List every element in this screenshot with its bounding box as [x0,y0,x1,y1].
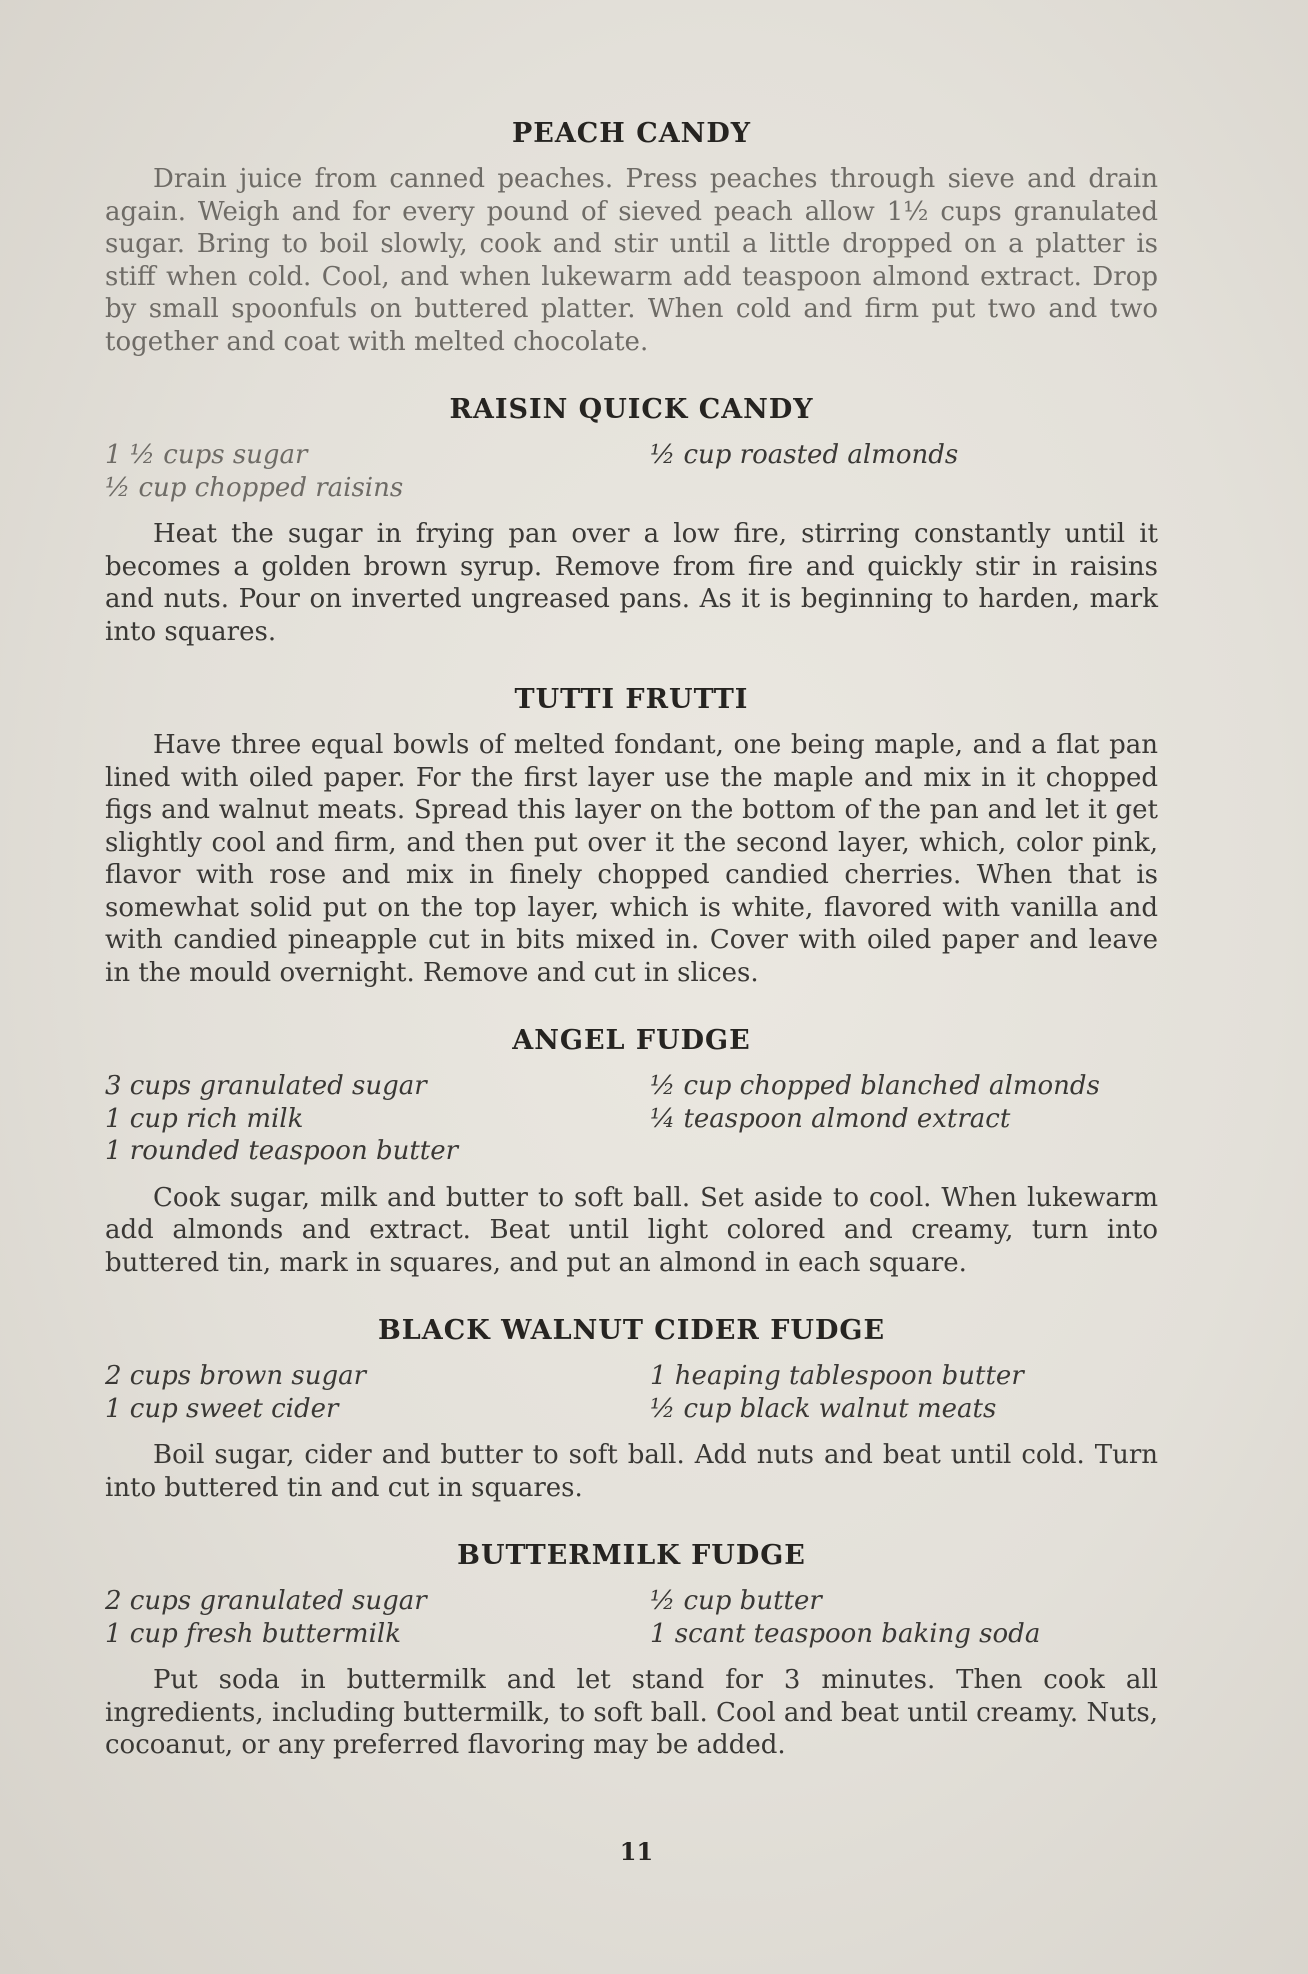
recipe-title: RAISIN QUICK CANDY [449,394,814,425]
page-content [105,118,1158,1762]
ingredient-column-left [105,439,650,504]
recipe-title: PEACH CANDY [511,118,752,149]
ingredient: ½ cup chopped blanched almonds [650,1071,1100,1101]
recipe-black-walnut-cider-fudge [105,1315,1158,1504]
recipe-peach-candy [105,118,1158,358]
ingredient: ½ cup butter [650,1586,822,1616]
ingredient-list [105,439,1158,504]
recipe-title: BLACK WALNUT CIDER FUDGE [377,1315,886,1346]
ingredient: 1 cup sweet cider [105,1393,339,1424]
section-gap [105,358,1158,394]
recipe-instructions: Put soda in buttermilk and let stand for 3 minutes. Then cook all ingredients, including buttermilk, to soft ball. Cool and beat until creamy. Nuts, cocoanut, or any preferred flavoring may be added. [105,1665,1158,1760]
ingredient: 1 heaping tablespoon butter [650,1361,1024,1391]
section-gap [105,989,1158,1025]
ingredient-column-left [105,1585,650,1650]
recipe-raisin-quick-candy [105,394,1158,648]
recipe-title: TUTTI FRUTTI [514,684,749,715]
recipe-instructions: Cook sugar, milk and butter to soft ball. Set aside to cool. When lukewarm add almonds and extract. Beat until light colored and creamy, turn into buttered tin, mark in squares, and put an almond in each square. [105,1182,1158,1278]
recipe-instructions: Boil sugar, cider and butter to soft ball. Add nuts and beat until cold. Turn into buttered tin and cut in squares. [105,1440,1158,1503]
recipe-tutti-frutti [105,684,1158,989]
ingredient: 1 cup rich milk [105,1103,304,1134]
ingredient: ½ cup black walnut meats [650,1393,997,1424]
page-number: 11 [619,1837,654,1866]
ingredient: 1 cup fresh buttermilk [105,1618,401,1649]
section-gap [105,648,1158,684]
recipe-title: BUTTERMILK FUDGE [457,1540,806,1571]
ingredient-column-right [650,1585,1158,1650]
ingredient: ½ cup chopped raisins [105,472,404,503]
ingredient-list [105,1070,1158,1168]
ingredient-column-left [105,1070,650,1168]
ingredient-list [105,1360,1158,1425]
ingredient-column-left [105,1360,650,1425]
ingredient-column-right [650,439,1158,504]
section-gap [105,1279,1158,1315]
recipe-instructions: Have three equal bowls of melted fondant, one being maple, and a flat pan lined with oiled paper. For the first layer use the maple and mix in it chopped figs and walnut meats. Spread this layer on the bottom of the pan and let it get slightly cool and firm, and then put over it the second layer, which, color pink, flavor with rose and mix in finely chopped candied cherries. When that is somewhat solid put on the top layer, which is white, flavored with vanilla and with candied pineapple cut in bits mixed in. Cover with oiled paper and leave in the mould overnight. Remove and cut in slices. [105,730,1158,988]
recipe-angel-fudge [105,1025,1158,1279]
recipe-instructions: Heat the sugar in frying pan over a low fire, stirring constantly until it becomes a golden brown syrup. Remove from fire and quickly stir in raisins and nuts. Pour on inverted ungreased pans. As it is beginning to harden, mark into squares. [105,519,1158,647]
ingredient-column-right [650,1360,1158,1425]
ingredient: 3 cups granulated sugar [105,1071,427,1101]
ingredient-column-right [650,1070,1158,1168]
ingredient: 1 scant teaspoon baking soda [650,1618,1041,1649]
ingredient: ¼ teaspoon almond extract [650,1103,1011,1134]
section-gap [105,1504,1158,1540]
ingredient: 1 ½ cups sugar [105,440,308,470]
ingredient: 2 cups brown sugar [105,1361,367,1391]
recipe-title: ANGEL FUDGE [512,1025,751,1056]
ingredient-list [105,1585,1158,1650]
ingredient: ½ cup roasted almonds [650,440,959,470]
recipe-instructions: Drain juice from canned peaches. Press peaches through sieve and drain again. Weigh and for every pound of sieved peach allow 1½ cups granulated sugar. Bring to boil slowly, cook and stir until a little dropped on a platter is stiff when cold. Cool, and when lukewarm add teaspoon almond extract. Drop by small spoonfuls on buttered platter. When cold and firm put two and two together and coat with melted chocolate. [105,164,1158,357]
recipe-buttermilk-fudge [105,1540,1158,1762]
ingredient: 2 cups granulated sugar [105,1586,427,1616]
ingredient: 1 rounded teaspoon butter [105,1136,459,1166]
